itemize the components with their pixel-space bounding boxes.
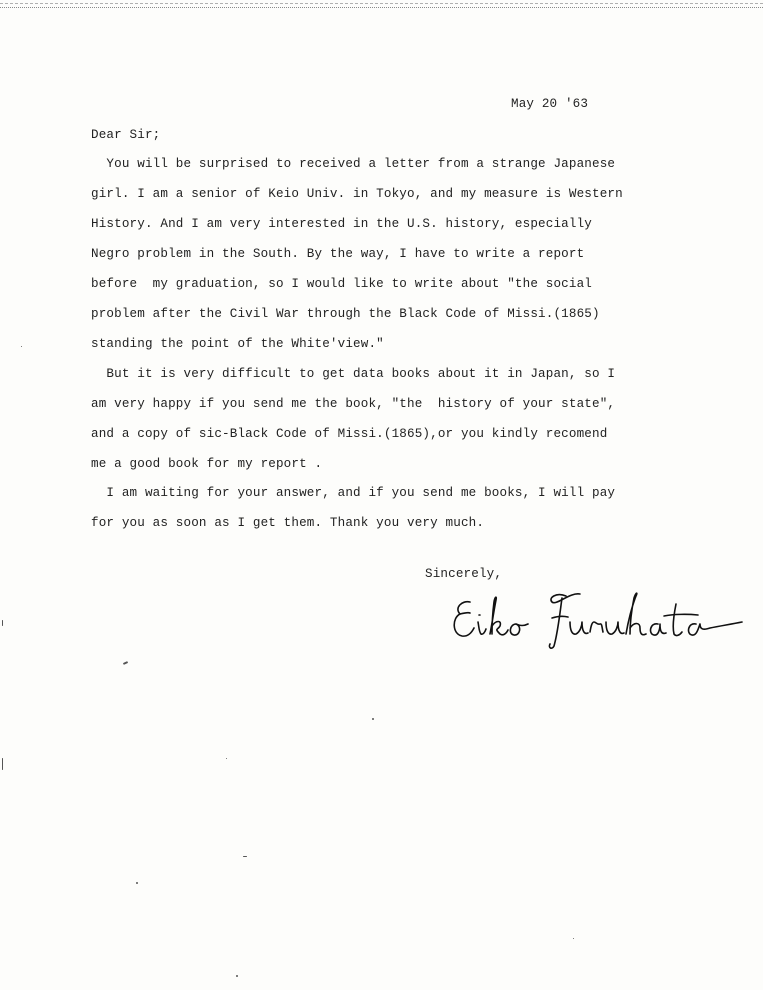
scanner-speck: [136, 882, 138, 884]
scanner-speck: [372, 718, 374, 720]
body-line-1: You will be surprised to received a letter from a strange Japanese: [91, 157, 616, 171]
scanner-speck: [2, 620, 3, 626]
body-line-2: girl. I am a senior of Keio Univ. in Tokyo, and my measure is Western: [91, 187, 623, 201]
body-line-11: me a good book for my report .: [91, 457, 323, 471]
scanner-speck: [573, 938, 574, 939]
body-line-12: I am waiting for your answer, and if you send me books, I will pay: [91, 486, 616, 500]
handwritten-signature: [448, 582, 748, 652]
body-line-4: Negro problem in the South. By the way, I have to write a report: [91, 247, 585, 261]
page-top-edge: [0, 0, 763, 8]
scanner-speck: [243, 856, 247, 857]
scanner-speck: [21, 346, 22, 347]
body-line-6: problem after the Civil War through the Black Code of Missi.(1865): [91, 307, 600, 321]
body-line-5: before my graduation, so I would like to write about "the social: [91, 277, 592, 291]
scanner-speck: [2, 758, 3, 770]
stray-mark: [123, 661, 128, 665]
scanner-speck: [236, 975, 238, 977]
body-line-7: standing the point of the White'view.": [91, 337, 384, 351]
scanner-speck: [226, 758, 227, 759]
body-line-3: History. And I am very interested in the U.S. history, especially: [91, 217, 592, 231]
salutation: Dear Sir;: [91, 128, 161, 142]
letter-date: May 20 '63: [511, 97, 589, 111]
body-line-10: and a copy of sic-Black Code of Missi.(1865),or you kindly recomend: [91, 427, 608, 441]
body-line-8: But it is very difficult to get data books about it in Japan, so I: [91, 367, 616, 381]
closing: Sincerely,: [425, 567, 503, 581]
body-line-9: am very happy if you send me the book, "the history of your state",: [91, 397, 616, 411]
body-line-13: for you as soon as I get them. Thank you very much.: [91, 516, 485, 530]
